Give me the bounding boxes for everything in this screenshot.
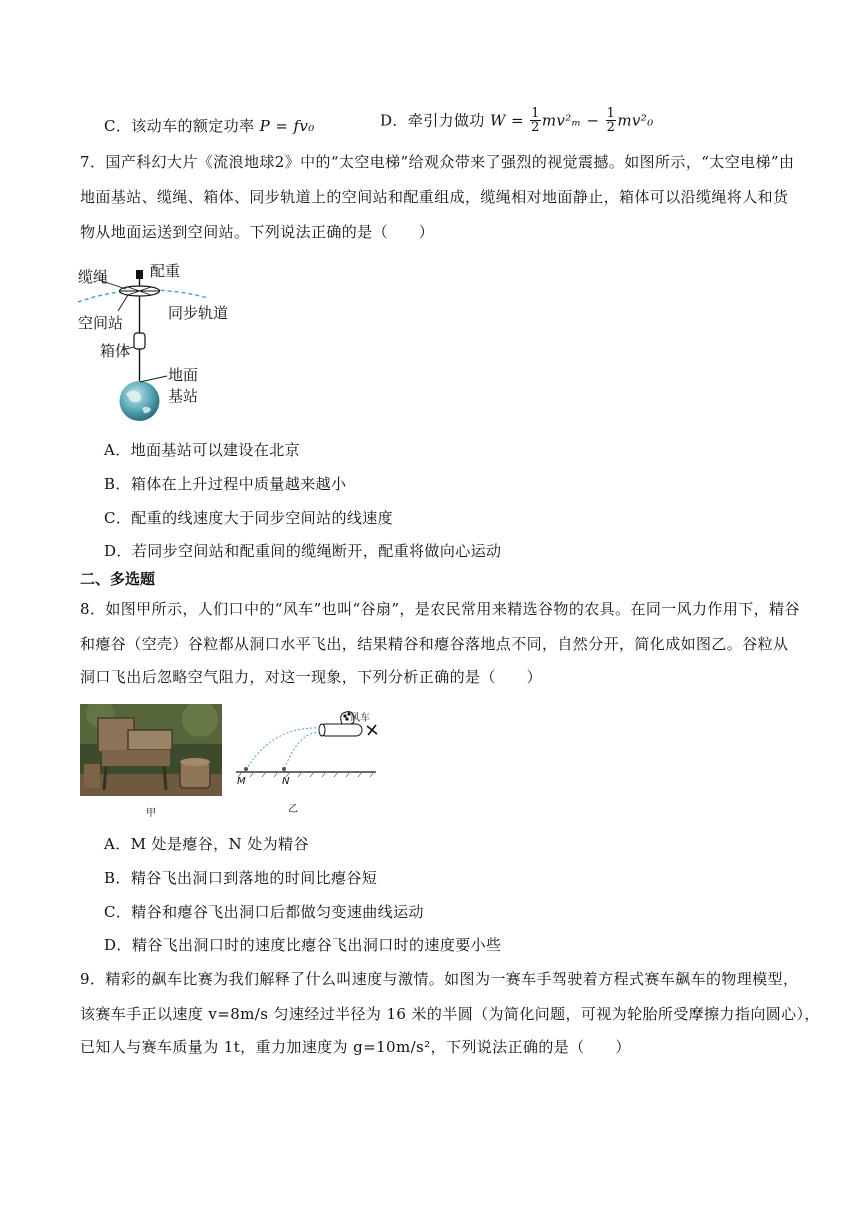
label-counterweight: 配重 (150, 262, 181, 280)
q8-stem-line-1: 8．如图甲所示，人们口中的“风车”也叫“谷扇”，是农民常用来精选谷物的农具。在同一风力作用下，精谷 (80, 600, 800, 618)
section-heading-multi-choice: 二、多选题 (80, 570, 156, 588)
winnower-diagram (232, 704, 382, 816)
fraction-half-2: $\frac{1}{2}$ (606, 106, 616, 135)
fan-icon (367, 725, 377, 735)
q6-option-c: C．该动车的额定功率 P = fv₀ (104, 117, 315, 135)
label-n: N (282, 776, 290, 787)
q6-option-d: D．牵引力做功 W = $\frac{1}{2}$ mv²ₘ − $\frac{1}{2}$ mv²₀ (380, 106, 654, 135)
fraction-half-1: $\frac{1}{2}$ (531, 106, 540, 135)
outlet-tube (320, 724, 362, 736)
q7-option-d: D．若同步空间站和配重间的缆绳断开，配重将做向心运动 (104, 542, 502, 560)
label-orbit: 同步轨道 (168, 304, 229, 322)
q6-option-c-formula: P = fv₀ (259, 117, 315, 135)
trajectory-m (246, 728, 320, 770)
q8-option-c: C．精谷和瘪谷飞出洞口后都做匀变速曲线运动 (104, 903, 424, 921)
q9-stem-line-2: 该赛车手正以速度 v=8m/s 匀速经过半径为 16 米的半圆（为简化问题，可视为轮胎所受摩擦力指向圆心）， (80, 1005, 820, 1023)
q9-stem-line-1: 9．精彩的飙车比赛为我们解释了什么叫速度与激情。如图为一赛车手驾驶着方程式赛车飙车的物理模型， (80, 970, 799, 988)
q9-stem-line-3: 已知人与赛车质量为 1t，重力加速度为 g=10m/s²，下列说法正确的是（ ） (80, 1038, 631, 1056)
winnower-photo-image (80, 704, 222, 796)
elevator-box (134, 333, 145, 349)
trajectory-n (284, 732, 320, 770)
label-ground-2: 基站 (168, 387, 199, 405)
q7-stem-line-1: 7．国产科幻大片《流浪地球2》中的“太空电梯”给观众带来了强烈的视觉震撼。如图所示，“太空电梯”由 (80, 153, 795, 171)
q8-option-d: D．精谷飞出洞口时的速度比瘪谷飞出洞口时的速度要小些 (104, 936, 502, 954)
q7-option-a: A．地面基站可以建设在北京 (104, 441, 301, 459)
q8-option-a: A．M 处是瘪谷，N 处为精谷 (104, 835, 309, 853)
label-box: 箱体 (100, 342, 131, 360)
label-fengche: 风车 (350, 713, 370, 724)
label-station: 空间站 (78, 314, 124, 332)
winnower-photo (80, 704, 222, 819)
space-elevator-figure (70, 258, 250, 428)
label-jia: 甲 (146, 808, 156, 819)
q7-option-c: C．配重的线速度大于同步空间站的线速度 (104, 509, 394, 527)
q8-stem-line-3: 洞口飞出后忽略空气阻力，对这一现象，下列分析正确的是（ ） (80, 668, 543, 686)
label-m: M (237, 776, 246, 787)
q8-option-b: B．精谷飞出洞口到落地的时间比瘪谷短 (104, 869, 378, 887)
label-yi: 乙 (288, 804, 298, 815)
q7-stem-line-3: 物从地面运送到空间站。下列说法正确的是（ ） (80, 223, 435, 241)
q7-option-b: B．箱体在上升过程中质量越来越小 (104, 475, 347, 493)
q7-stem-line-2: 地面基站、缆绳、箱体、同步轨道上的空间站和配重组成，缆绳相对地面静止，箱体可以沿缆绳将人和货 (80, 188, 789, 206)
q8-stem-line-2: 和瘪谷（空壳）谷粒都从洞口水平飞出，结果精谷和瘪谷落地点不同，自然分开，简化成如图乙。谷粒从 (80, 635, 789, 653)
counterweight-block (136, 270, 143, 279)
label-cable: 缆绳 (78, 268, 109, 286)
label-ground-1: 地面 (168, 366, 199, 384)
